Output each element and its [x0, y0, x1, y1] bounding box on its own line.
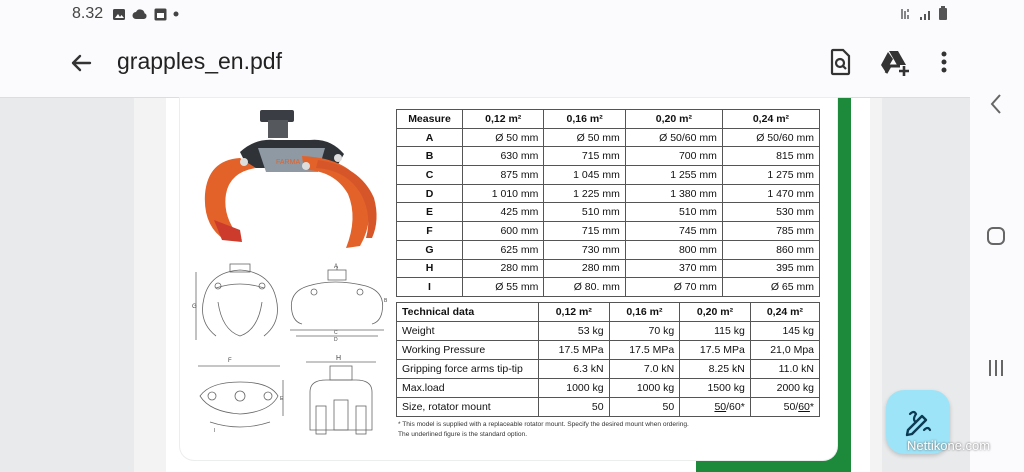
- table-cell: H: [397, 259, 463, 278]
- table-cell: 875 mm: [463, 166, 544, 185]
- table-cell: [680, 398, 751, 417]
- table-header-row: [397, 110, 820, 129]
- table-row: [397, 398, 820, 417]
- table-row: [397, 278, 820, 297]
- technical-drawing-front: [192, 262, 288, 344]
- table-cell: 370 mm: [625, 259, 722, 278]
- cloud-icon: [132, 8, 148, 20]
- table-cell: 6.3 kN: [539, 360, 610, 379]
- table-row: [397, 128, 820, 147]
- technical-data-table: [396, 302, 820, 417]
- alternative-value: /60*: [726, 401, 745, 413]
- table-cell: Ø 70 mm: [625, 278, 722, 297]
- table-cell: 17.5 MPa: [609, 341, 680, 360]
- table-row: [397, 322, 820, 341]
- table-cell: 425 mm: [463, 203, 544, 222]
- header-cell: Technical data: [397, 303, 539, 322]
- footnote-line: * This model is supplied with a replaceable rotator mount. Specify the desired mount when ordering.: [398, 421, 689, 428]
- table-cell: 50: [609, 398, 680, 417]
- table-cell: 510 mm: [625, 203, 722, 222]
- table-cell: 17.5 MPa: [680, 341, 751, 360]
- table-cell: 7.0 kN: [609, 360, 680, 379]
- table-cell: Working Pressure: [397, 341, 539, 360]
- table-cell: 115 kg: [680, 322, 751, 341]
- table-row: [397, 341, 820, 360]
- table-cell: [750, 398, 819, 417]
- status-system-icons: [900, 6, 948, 21]
- table-cell: Max.load: [397, 379, 539, 398]
- table-cell: 530 mm: [722, 203, 819, 222]
- system-navigation-bar: [970, 0, 1024, 472]
- table-row: [397, 222, 820, 241]
- drawing-label-a: A: [334, 264, 339, 270]
- grapple-photo: [200, 108, 390, 253]
- table-cell: 630 mm: [463, 147, 544, 166]
- table-row: [397, 184, 820, 203]
- table-cell: G: [397, 240, 463, 259]
- status-notification-icons: [112, 7, 179, 21]
- table-cell: 510 mm: [544, 203, 625, 222]
- footnote-line: The underlined figure is the standard option.: [398, 431, 528, 438]
- data-signal-icon: [900, 7, 914, 21]
- nav-home-icon[interactable]: [986, 226, 1006, 246]
- dot-icon: [173, 11, 179, 17]
- table-cell: Ø 50 mm: [463, 128, 544, 147]
- table-cell: 11.0 kN: [750, 360, 819, 379]
- table-cell: Ø 55 mm: [463, 278, 544, 297]
- table-header-row: [397, 303, 820, 322]
- table-cell: E: [397, 203, 463, 222]
- header-cell: 0,20 m²: [680, 303, 751, 322]
- grapple-brand-label: FARMA: [276, 159, 301, 166]
- drawing-label-e: E: [280, 396, 284, 402]
- table-cell: Size, rotator mount: [397, 398, 539, 417]
- table-cell: 53 kg: [539, 322, 610, 341]
- header-cell: 0,24 m²: [722, 110, 819, 129]
- header-cell: Measure: [397, 110, 463, 129]
- header-cell: 0,16 m²: [609, 303, 680, 322]
- table-cell: Weight: [397, 322, 539, 341]
- header-cell: 0,12 m²: [539, 303, 610, 322]
- standard-value: 50: [714, 401, 727, 413]
- drawing-label-d: D: [334, 337, 338, 343]
- table-cell: 17.5 MPa: [539, 341, 610, 360]
- table-cell: 1500 kg: [680, 379, 751, 398]
- status-time: 8.32: [72, 5, 104, 22]
- table-cell: 1 255 mm: [625, 166, 722, 185]
- technical-drawing-side: [296, 352, 386, 444]
- table-cell: Ø 65 mm: [722, 278, 819, 297]
- measurements-table: [396, 109, 820, 297]
- app-bar: [0, 0, 970, 98]
- table-cell: 730 mm: [544, 240, 625, 259]
- add-to-drive-icon[interactable]: [878, 46, 910, 78]
- drawing-label-b: B: [384, 298, 388, 304]
- drawing-label-g: G: [192, 304, 197, 310]
- drawing-label-f: F: [228, 358, 232, 364]
- table-cell: 715 mm: [544, 222, 625, 241]
- table-cell: 280 mm: [544, 259, 625, 278]
- table-row: [397, 203, 820, 222]
- table-cell: 21,0 Mpa: [750, 341, 819, 360]
- table-cell: 800 mm: [625, 240, 722, 259]
- table-cell: I: [397, 278, 463, 297]
- table-cell: 1 380 mm: [625, 184, 722, 203]
- table-cell: 1000 kg: [539, 379, 610, 398]
- table-cell: A: [397, 128, 463, 147]
- drawing-label-h: H: [336, 355, 342, 362]
- watermark: Nettikone.com: [907, 438, 991, 453]
- table-cell: 1 275 mm: [722, 166, 819, 185]
- table-cell: F: [397, 222, 463, 241]
- table-footnote: [398, 420, 689, 440]
- battery-icon: [938, 6, 948, 21]
- more-options-icon[interactable]: [928, 46, 960, 78]
- nav-back-icon[interactable]: [988, 93, 1004, 115]
- table-cell: Ø 50/60 mm: [722, 128, 819, 147]
- table-cell: 700 mm: [625, 147, 722, 166]
- table-cell: 1 010 mm: [463, 184, 544, 203]
- table-cell: 8.25 kN: [680, 360, 751, 379]
- search-document-icon[interactable]: [824, 46, 856, 78]
- table-row: [397, 259, 820, 278]
- table-cell: 625 mm: [463, 240, 544, 259]
- table-cell: 745 mm: [625, 222, 722, 241]
- table-cell: Ø 80. mm: [544, 278, 625, 297]
- table-cell: 785 mm: [722, 222, 819, 241]
- table-cell: Ø 50 mm: [544, 128, 625, 147]
- table-cell: D: [397, 184, 463, 203]
- table-cell: 2000 kg: [750, 379, 819, 398]
- table-cell: 1 470 mm: [722, 184, 819, 203]
- table-row: [397, 379, 820, 398]
- table-cell: C: [397, 166, 463, 185]
- table-cell: 1 045 mm: [544, 166, 625, 185]
- table-cell: 860 mm: [722, 240, 819, 259]
- back-arrow-icon[interactable]: [66, 48, 96, 78]
- table-cell: 145 kg: [750, 322, 819, 341]
- header-cell: 0,12 m²: [463, 110, 544, 129]
- table-cell: B: [397, 147, 463, 166]
- table-cell: 50: [539, 398, 610, 417]
- technical-drawing-top: [190, 352, 288, 438]
- table-row: [397, 147, 820, 166]
- drawing-label-c: C: [334, 330, 338, 336]
- table-cell: Ø 50/60 mm: [625, 128, 722, 147]
- cell-signal-icon: [919, 7, 933, 21]
- table-cell: 715 mm: [544, 147, 625, 166]
- header-cell: 0,24 m²: [750, 303, 819, 322]
- table-row: [397, 240, 820, 259]
- nav-recents-icon[interactable]: [986, 358, 1006, 378]
- table-cell: Gripping force arms tip-tip: [397, 360, 539, 379]
- asterisk: *: [809, 401, 814, 413]
- table-cell: 600 mm: [463, 222, 544, 241]
- table-cell: 1 225 mm: [544, 184, 625, 203]
- document-title: grapples_en.pdf: [117, 48, 282, 74]
- header-cell: 0,16 m²: [544, 110, 625, 129]
- header-cell: 0,20 m²: [625, 110, 722, 129]
- alternative-value: 50/: [783, 401, 799, 413]
- table-row: [397, 166, 820, 185]
- standard-value: 60: [798, 401, 810, 413]
- table-cell: 815 mm: [722, 147, 819, 166]
- gallery-icon: [112, 8, 126, 21]
- technical-drawing-open: [284, 262, 390, 344]
- table-cell: 70 kg: [609, 322, 680, 341]
- calendar-icon: [154, 7, 167, 21]
- drawing-label-i: I: [214, 428, 216, 434]
- table-cell: 280 mm: [463, 259, 544, 278]
- table-cell: 1000 kg: [609, 379, 680, 398]
- status-bar: [0, 0, 970, 30]
- table-row: [397, 360, 820, 379]
- table-cell: 395 mm: [722, 259, 819, 278]
